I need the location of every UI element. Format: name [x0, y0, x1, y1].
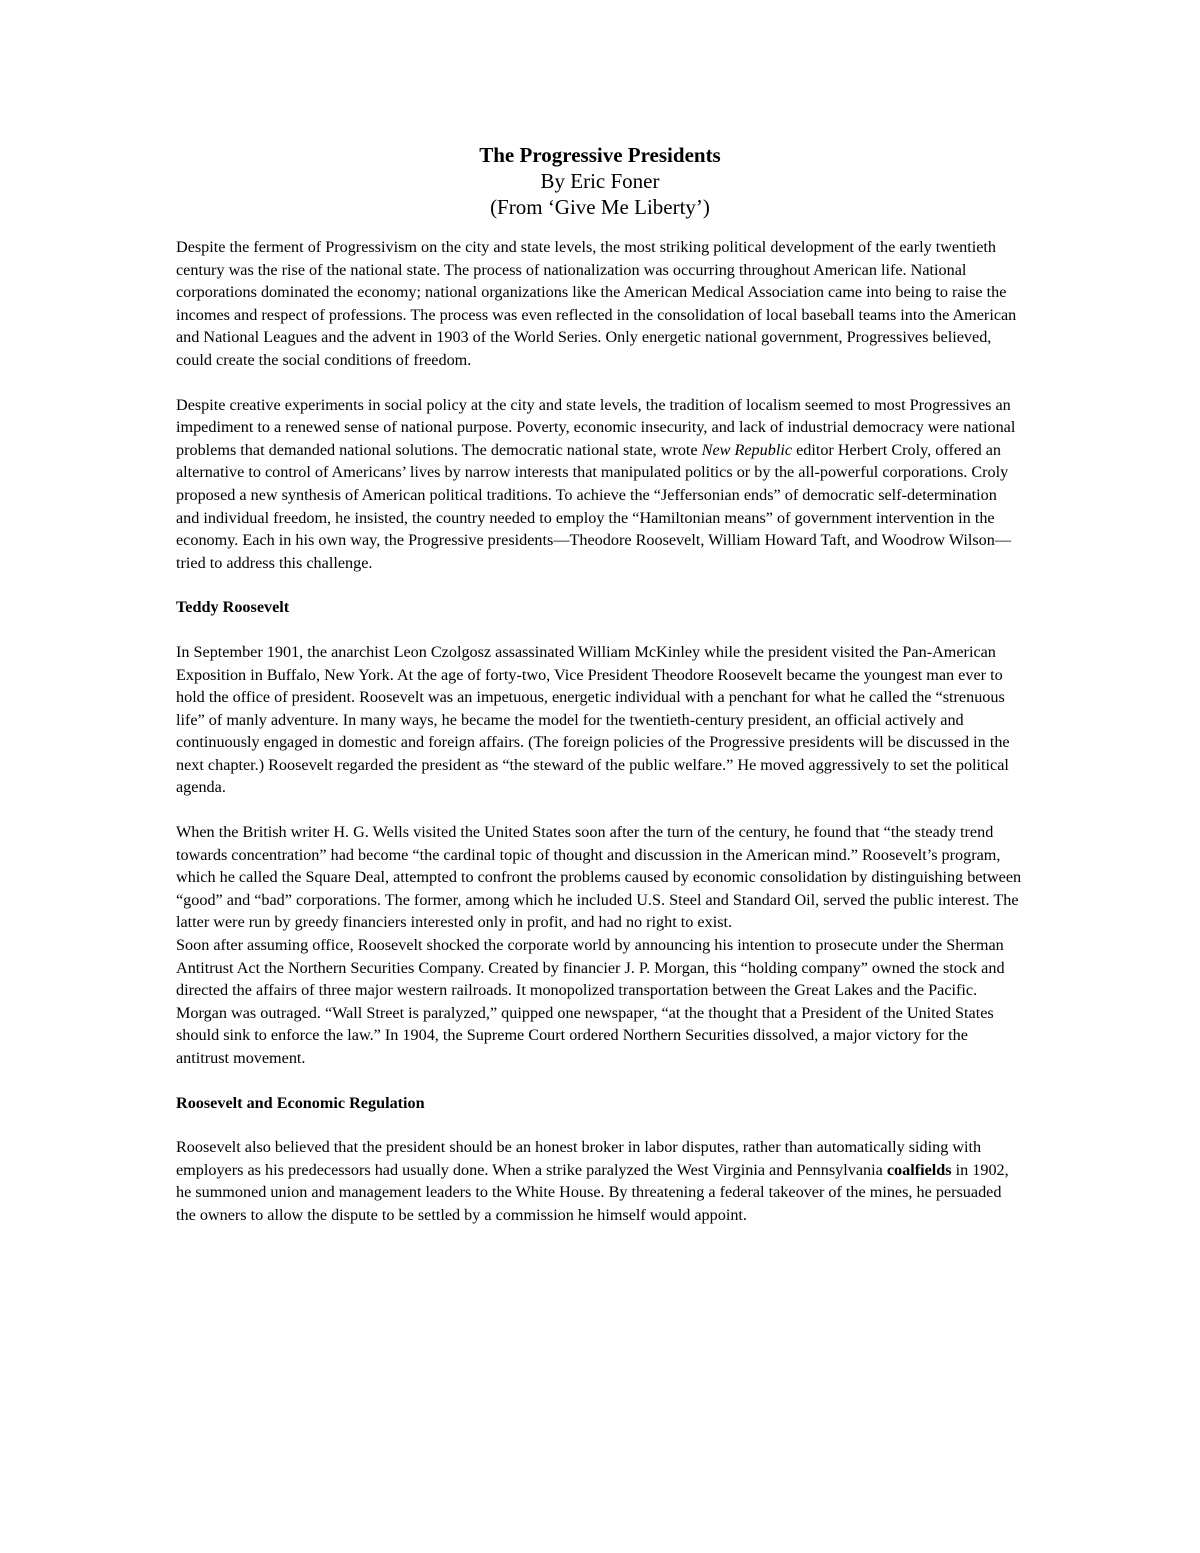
document-page	[176, 142, 1024, 1249]
heading-teddy-roosevelt: Teddy Roosevelt	[176, 598, 290, 617]
paragraph-northern-securities: Soon after assuming office, Roosevelt shocked the corporate world by announcing his intention to prosecute under the Sherman Antitrust Act the Northern Securities Company. Created by financier J. P. Morgan, this “holding company” owned the stock and directed the affairs of three major western railroads. It monopolized transportation between the Great Lakes and the Pacific. Morgan was outraged. “Wall Street is paralyzed,” quipped one newspaper, “at the thought that a President of the United States should sink to enforce the law.” In 1904, the Supreme Court ordered Northern Securities dissolved, a major victory for the antitrust movement.	[176, 936, 1005, 1067]
paragraph-coal-strike	[176, 1136, 1024, 1226]
paragraph-coal-strike-text-b: in 1902, he summoned union and management leaders to the White House. By threatening a federal takeover of the mines, he persuaded the owners to allow the dispute to be settled by a commission he himself would appoint.	[176, 1160, 1009, 1224]
paragraph-nationalization: Despite the ferment of Progressivism on the city and state levels, the most striking political development of the early twentieth century was the rise of the national state. The process of nationalization was occurring throughout American life. National corporations dominated the economy; national organizations like the American Medical Association came into being to raise the incomes and respect of professions. The process was even reflected in the consolidation of local baseball teams into the American and National Leagues and the advent in 1903 of the World Series. Only energetic national government, Progressives believed, could create the social conditions of freedom.	[176, 238, 1017, 369]
paragraph-mckinley-assassination: In September 1901, the anarchist Leon Czolgosz assassinated William McKinley while the president visited the Pan-American Exposition in Buffalo, New York. At the age of forty-two, Vice President Theodore Roosevelt became the youngest man ever to hold the office of president. Roosevelt was an impetuous, energetic individual with a penchant for what he called the “strenuous life” of manly adventure. In many ways, he became the model for the twentieth-century president, an official actively and continuously engaged in domestic and foreign affairs. (The foreign policies of the Progressive presidents will be discussed in the next chapter.) Roosevelt regarded the president as “the steward of the public welfare.” He moved aggressively to set the political agenda.	[176, 642, 1010, 797]
paragraph-croly	[176, 394, 1024, 575]
title-block	[176, 142, 1024, 220]
document-title: The Progressive Presidents	[479, 143, 721, 167]
document-author: By Eric Foner	[540, 169, 660, 193]
document-source: (From ‘Give Me Liberty’)	[490, 195, 710, 219]
new-republic-title: New Republic	[701, 440, 793, 459]
paragraph-coal-strike-text-a: Roosevelt also believed that the president should be an honest broker in labor disputes, rather than automatically siding with employers as his predecessors had usually done. When a strike paralyzed the West Virginia and Pennsylvania	[176, 1138, 982, 1179]
paragraph-croly-text-a: Despite creative experiments in social policy at the city and state levels, the tradition of localism seemed to most Progressives an impediment to a renewed sense of national purpose. Poverty, economic insecurity, and lack of industrial democracy were national problems that demanded national solutions. The democratic national state, wrote	[176, 395, 1016, 459]
paragraph-square-deal: When the British writer H. G. Wells visited the United States soon after the turn of the century, he found that “the steady trend towards concentration” had become “the cardinal topic of thought and discussion in the American mind.” Roosevelt’s program, which he called the Square Deal, attempted to confront the problems caused by economic consolidation by distinguishing between “good” and “bad” corporations. The former, among which he included U.S. Steel and Standard Oil, served the public interest. The latter were run by greedy financiers interested only in profit, and had no right to exist.	[176, 823, 1022, 932]
coalfields-term: coalfields	[886, 1160, 952, 1179]
paragraph-croly-text-b: editor Herbert Croly, offered an alternative to control of Americans’ lives by narrow interests that manipulated politics or by the all-powerful corporations. Croly proposed a new synthesis of American political traditions. To achieve the “Jeffersonian ends” of democratic self-determination and individual freedom, he insisted, the country needed to employ the “Hamiltonian means” of government intervention in the economy. Each in his own way, the Progressive presidents—Theodore Roosevelt, William Howard Taft, and Woodrow Wilson—tried to address this challenge.	[176, 440, 1012, 572]
heading-economic-regulation: Roosevelt and Economic Regulation	[176, 1093, 425, 1112]
